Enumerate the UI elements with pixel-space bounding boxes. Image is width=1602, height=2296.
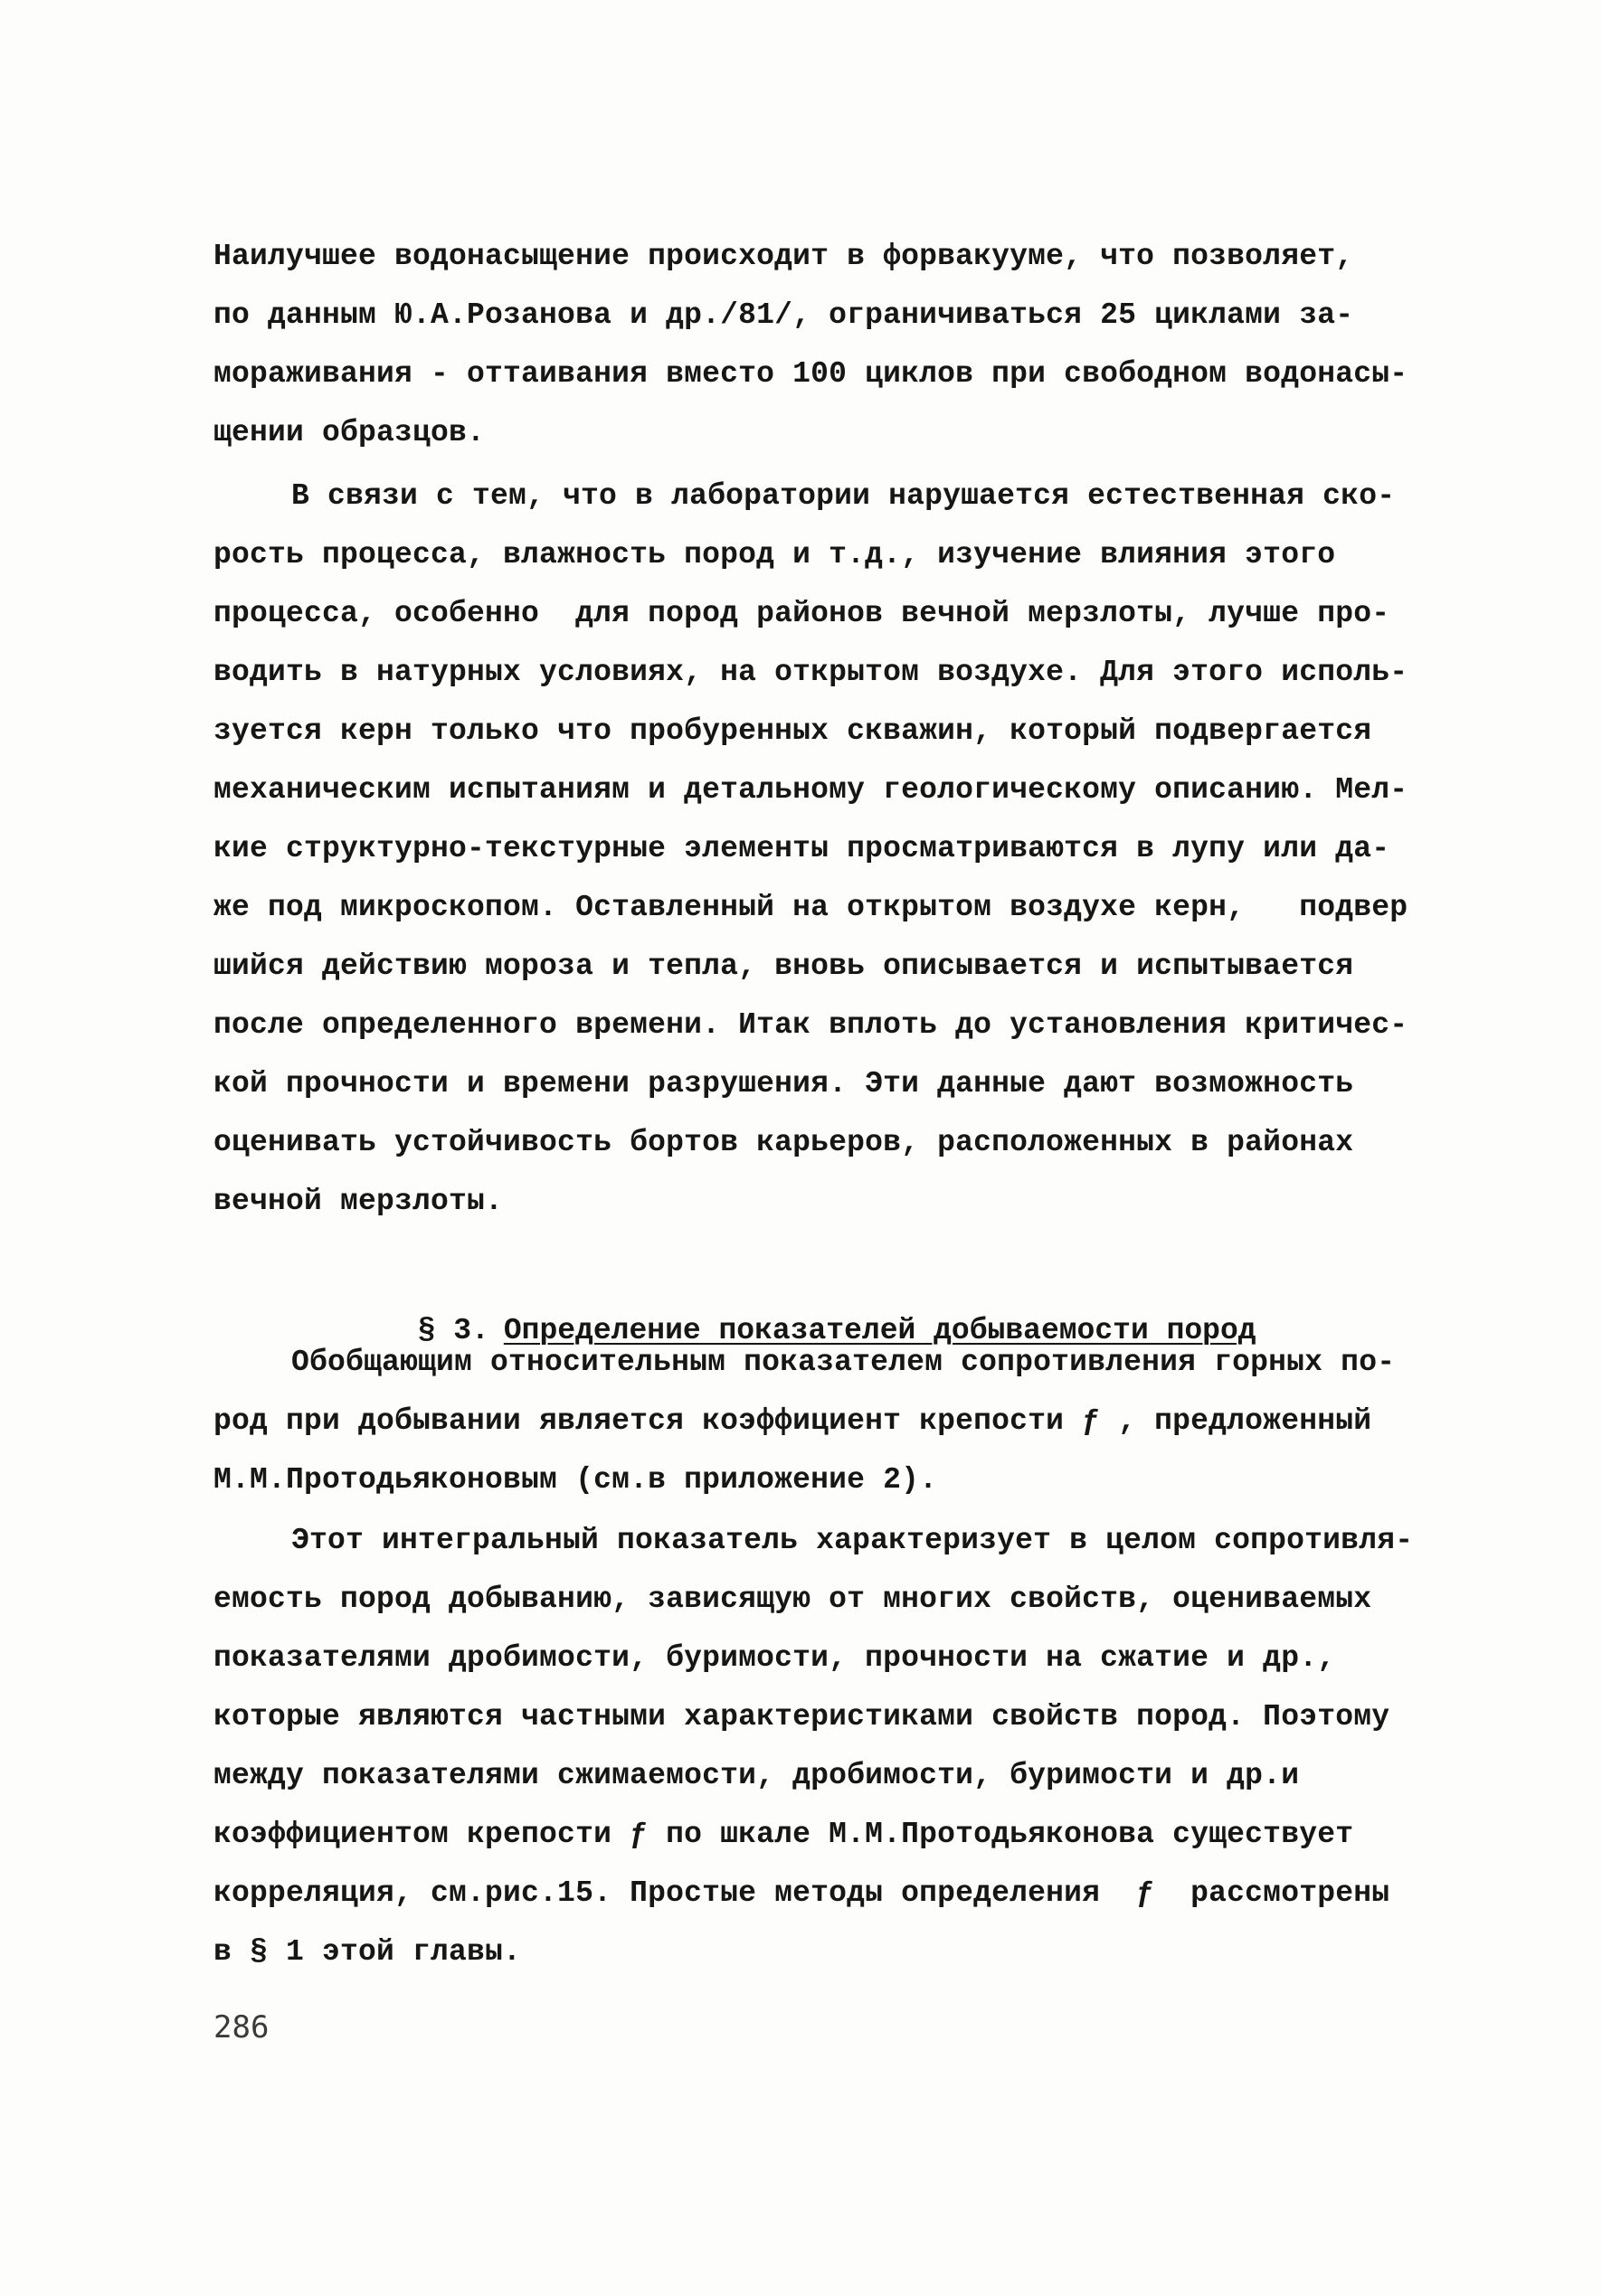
text-line: Наилучшее водонасыщение происходит в форвакууме, что позволяет, bbox=[213, 240, 1354, 273]
text-line: емость пород добыванию, зависящую от многих свойств, оцениваемых bbox=[213, 1583, 1372, 1616]
text-line: шийся действию мороза и тепла, вновь описывается и испытывается bbox=[213, 950, 1354, 983]
text-line: кой прочности и времени разрушения. Эти данные дают возможность bbox=[213, 1067, 1354, 1101]
text-line: вечной мерзлоты. bbox=[213, 1185, 504, 1218]
text-line: мораживания - оттаивания вместо 100 циклов при свободном водонасы- bbox=[213, 357, 1408, 391]
text-line: М.М.Протодьяконовым (см.в приложение 2). bbox=[213, 1463, 938, 1497]
text-line: процесса, особенно для пород районов вечной мерзлоты, лучше про- bbox=[213, 597, 1390, 630]
text-line: зуется керн только что пробуренных скважин, который подвергается bbox=[213, 714, 1372, 748]
text-line: корреляция, см.рис.15. Простые методы определения ƒ рассмотрены bbox=[213, 1876, 1390, 1910]
text-line: которые являются частными характеристиками свойств пород. Поэтому bbox=[213, 1700, 1390, 1734]
text-line: в § 1 этой главы. bbox=[213, 1935, 522, 1969]
text-line: род при добывании является коэффициент крепости ƒ , предложенный bbox=[213, 1404, 1372, 1438]
text-line: рость процесса, влажность пород и т.д., изучение влияния этого bbox=[213, 538, 1336, 572]
text-line: оценивать устойчивость бортов карьеров, расположенных в районах bbox=[213, 1126, 1354, 1159]
section-number: § 3. bbox=[417, 1314, 489, 1347]
text-line: кие структурно-текстурные элементы просматриваются в лупу или да- bbox=[213, 832, 1390, 865]
page-number: 286 bbox=[213, 2009, 270, 2046]
text-line: по данным Ю.А.Розанова и др./81/, ограничиваться 25 циклами за- bbox=[213, 298, 1354, 332]
text-line: между показателями сжимаемости, дробимости, буримости и др.и bbox=[213, 1759, 1300, 1792]
text-line: показателями дробимости, буримости, прочности на сжатие и др., bbox=[213, 1641, 1336, 1675]
text-line: В связи с тем, что в лаборатории нарушается естественная ско- bbox=[291, 479, 1396, 513]
text-line: после определенного времени. Итак вплоть до установления критичес- bbox=[213, 1008, 1408, 1042]
text-line: Этот интегральный показатель характеризует в целом сопротивля- bbox=[291, 1524, 1414, 1557]
section-title: Определение показателей добываемости пород bbox=[503, 1314, 1256, 1347]
text-line: Обобщающим относительным показателем сопротивления горных по- bbox=[291, 1346, 1396, 1379]
text-line: механическим испытаниям и детальному геологическому описанию. Мел- bbox=[213, 773, 1408, 807]
text-line: водить в натурных условиях, на открытом воздухе. Для этого исполь- bbox=[213, 656, 1408, 689]
text-line: щении образцов. bbox=[213, 416, 486, 449]
text-line: коэффициентом крепости ƒ по шкале М.М.Протодьяконова существует bbox=[213, 1818, 1354, 1851]
text-line: же под микроскопом. Оставленный на открытом воздухе керн, подвер bbox=[213, 891, 1408, 924]
